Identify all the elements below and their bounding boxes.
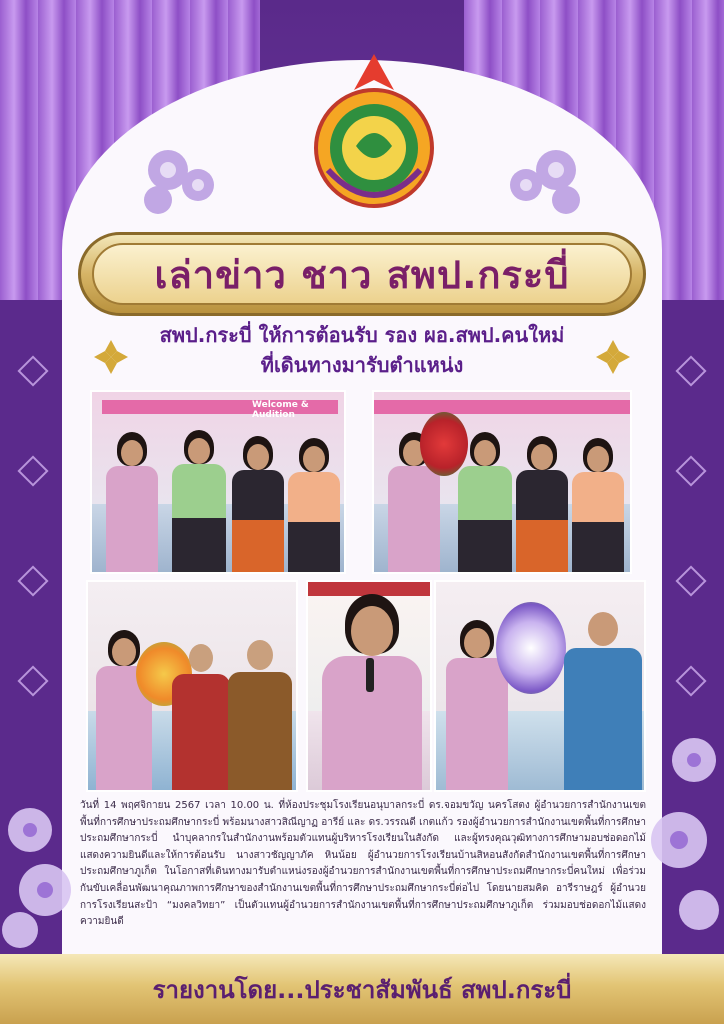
diamond-ornament [17, 665, 48, 696]
diamond-ornament [17, 455, 48, 486]
person [232, 436, 284, 572]
diamond-ornament [17, 355, 48, 386]
person [458, 432, 512, 572]
flower-decoration [0, 790, 90, 960]
obec-logo [306, 50, 442, 210]
person [288, 438, 340, 572]
person [322, 594, 422, 790]
person [564, 608, 642, 790]
person [172, 430, 226, 572]
person [106, 432, 158, 572]
photo-bouquet-group [372, 390, 632, 574]
photo-welcome-group [90, 390, 346, 574]
story-paragraph: วันที่ 14 พฤศจิกายน 2567 เวลา 10.00 น. ที่ห้องประชุมโรงเรียนอนุบาลกระบี่ ดร.จอมขวัญ นครโสตง ผู้อำนวยการสำนักงานเขตพื้นที่การศึกษาประถมศึกษากระบี่ พร้อมนางสาวสิณีญาฏ อารีย์ และ ดร.วรรณดี เกตแก้ว รองผู้อำนวยการสำนักงานเขตพื้นที่การศึกษาประถมศึกษากระบี่ นำบุคลากรในสำนักงานพร้อมตัวแทนผู้บริหารโรงเรียนในสังกัด และผู้ทรงคุณวุฒิทางการศึกษามอบช่อดอกไม้แสดงความยินดีและให้การต้อนรับ นางสาวชัญญาภัค หินน้อย ผู้อำนวยการโรงเรียนบ้านสิหอนสังกัดสำนักงานเขตพื้นที่การศึกษาประถมศึกษาภูเก็ต ในโอกาสที่เดินทางมารับตำแหน่งรองผู้อำนวยการสำนักงานเขตพื้นที่การศึกษาประถมศึกษากระบี่คนใหม่ เพื่อร่วมกันขับเคลื่อนพัฒนาคุณภาพการศึกษาของสำนักงานเขตพื้นที่การศึกษาประถมศึกษากระบี่ต่อไป โดยนายสมคิด อารีราษฎร์ ผู้อำนวยการโรงเรียนสะป้า “มงคลวิทยา” เป็นตัวแทนผู้อำนวยการสำนักงานเขตพื้นที่การศึกษาประถมศึกษาภูเก็ต ร่วมมอบช่อดอกไม้แสดงความยินดี [80, 800, 646, 928]
photo-speaker [306, 580, 432, 792]
microphone-icon [366, 658, 374, 692]
photo-bouquet-man [434, 580, 646, 792]
person [172, 640, 230, 790]
stage-banner-text: Welcome & Audition [252, 400, 309, 420]
title-banner-inner [92, 243, 632, 305]
stage-banner [374, 400, 632, 414]
diamond-ornament [675, 565, 706, 596]
headline-line-1: สพป.กระบี่ ให้การต้อนรับ รอง ผอ.สพป.คนใหม่ [159, 323, 565, 347]
headline-line-2: ที่เดินทางมารับตำแหน่ง [260, 353, 464, 377]
footer-bar [0, 954, 724, 1024]
person [572, 438, 624, 572]
diamond-ornament [675, 665, 706, 696]
footer-credit: รายงานโดย...ประชาสัมพันธ์ สพป.กระบี่ [152, 975, 572, 1004]
title-banner [78, 232, 646, 316]
flower-decoration [486, 130, 596, 230]
headline [120, 320, 604, 380]
banner-title: เล่าข่าว ชาว สพป.กระบี่ [154, 252, 570, 297]
diamond-ornament [17, 565, 48, 596]
photo-bouquet-elders [86, 580, 298, 792]
flower-bouquet [496, 602, 566, 694]
flower-decoration [128, 130, 238, 230]
diamond-ornament [675, 455, 706, 486]
flower-decoration [634, 700, 724, 960]
diamond-ornament [675, 355, 706, 386]
person [516, 436, 568, 572]
person [228, 636, 292, 790]
